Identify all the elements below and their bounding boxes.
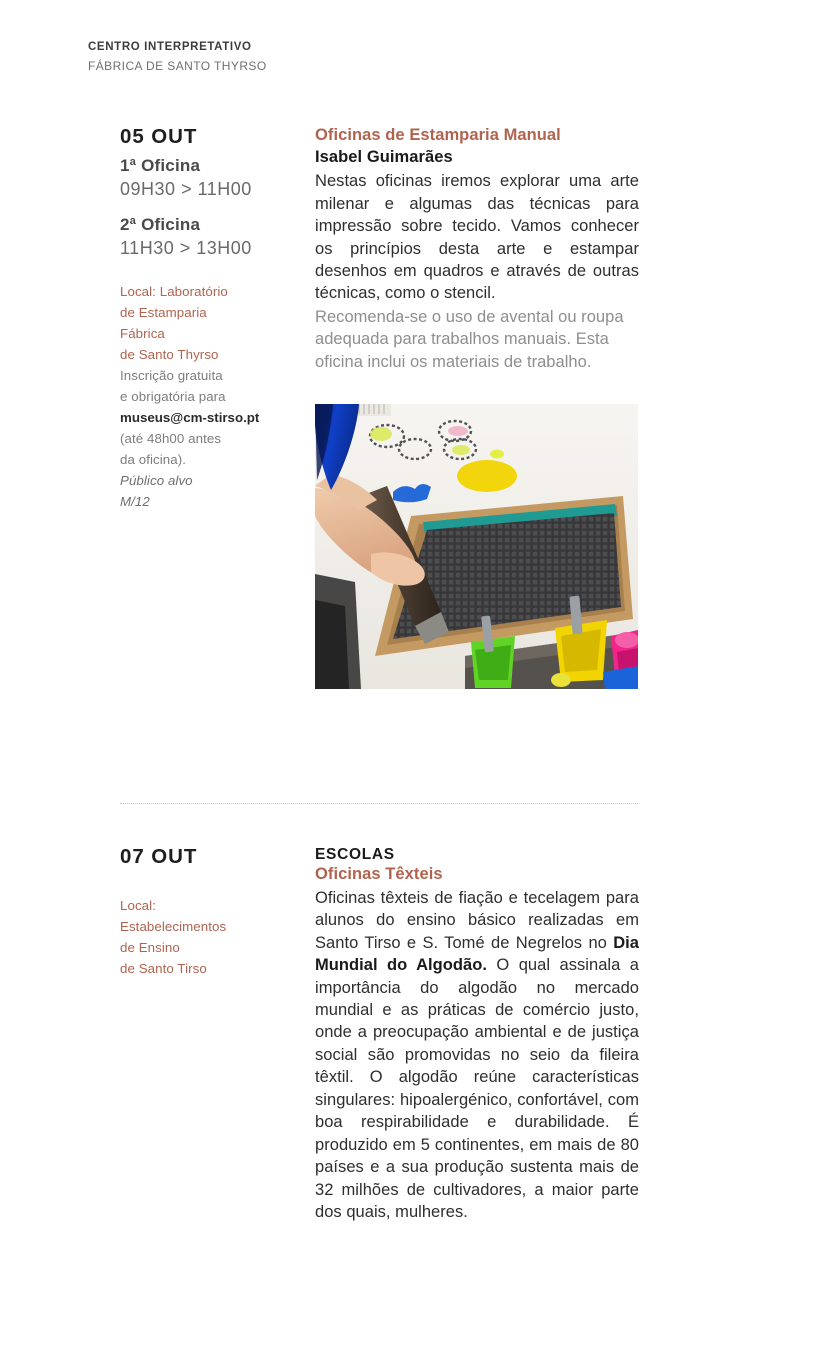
event-date: 07 OUT <box>120 845 198 868</box>
registration-line: e obrigatória para <box>120 388 226 404</box>
workshop-time: 09H30 > 11H00 <box>120 178 252 199</box>
workshop-time: 11H30 > 13H00 <box>120 238 252 259</box>
workshop-name: 2ª Oficina <box>120 215 201 235</box>
venue-info <box>120 281 288 365</box>
workshop-photo <box>315 404 638 689</box>
workshop-photo-image <box>315 404 638 689</box>
section-headline: Oficinas de Estamparia Manual <box>315 126 561 144</box>
audience-value: M/12 <box>120 493 150 509</box>
body-run: Oficinas têxteis de fiação e tecelagem para alunos do ensino básico realizadas em Santo Tirso e S. Tomé de Negrelos no <box>315 888 639 952</box>
venue-line: Local: Laboratório <box>120 283 228 299</box>
body-emphasis: Dia Mundial do Algodão. <box>315 933 639 975</box>
masthead-title: CENTRO INTERPRETATIVO <box>88 41 252 53</box>
workshop-entry-2 <box>120 214 288 260</box>
section-eyebrow: ESCOLAS <box>315 846 395 863</box>
registration-email[interactable]: museus@cm-stirso.pt <box>120 409 260 425</box>
venue-line: Fábrica <box>120 325 165 341</box>
registration-info <box>120 365 288 512</box>
section-byline: Isabel Guimarães <box>315 148 453 167</box>
section-headline: Oficinas Têxteis <box>315 865 443 884</box>
registration-line: (até 48h00 antes <box>120 430 222 446</box>
venue-line: de Santo Thyrso <box>120 346 219 362</box>
registration-line: da oficina). <box>120 451 187 467</box>
workshop-name: 1ª Oficina <box>120 155 201 175</box>
section-estamparia-right-column <box>315 125 639 689</box>
section-body-note: Recomenda-se o uso de avental ou roupa adequada para trabalhos manuais. Esta oficina inclui os materiais de trabalho. <box>315 307 624 371</box>
section-escolas-right-column <box>315 845 639 1223</box>
masthead <box>88 40 508 75</box>
venue-line: de Estamparia <box>120 304 207 320</box>
event-date: 05 OUT <box>120 125 198 148</box>
section-estamparia-left-column <box>120 125 288 512</box>
venue-info <box>120 895 288 979</box>
masthead-subtitle: FÁBRICA DE SANTO THYRSO <box>88 58 267 73</box>
venue-line: de Santo Tirso <box>120 960 207 976</box>
body-run: O qual assinala a importância do algodão no mercado mundial e as práticas de comércio justo, onde a preocupação ambiental e de justiça social são promovidas no seio da fileira têxtil. O algodão reúne características singulares: hipoalergénico, confortável, com boa respirabilidade e durabilidade. É produzido em 5 continentes, em mais de 80 países e a sua produção sustenta mais de 32 milhões de cultivadores, a maior parte dos quais, mulheres. <box>315 956 639 1221</box>
section-body <box>315 887 639 1224</box>
section-divider <box>120 803 638 805</box>
registration-line: Inscrição gratuita <box>120 367 223 383</box>
venue-line: de Ensino <box>120 939 180 955</box>
section-escolas-left-column <box>120 845 288 979</box>
workshop-entry-1 <box>120 155 288 201</box>
audience-label: Público alvo <box>120 472 193 488</box>
section-body: Nestas oficinas iremos explorar uma arte milenar e algumas das técnicas para impressão sobre tecido. Vamos conhecer os princípios desta arte e estampar desenhos em quadros e através de outras técnicas, como o stencil. <box>315 172 639 303</box>
venue-line: Estabelecimentos <box>120 918 227 934</box>
venue-line: Local: <box>120 897 156 913</box>
